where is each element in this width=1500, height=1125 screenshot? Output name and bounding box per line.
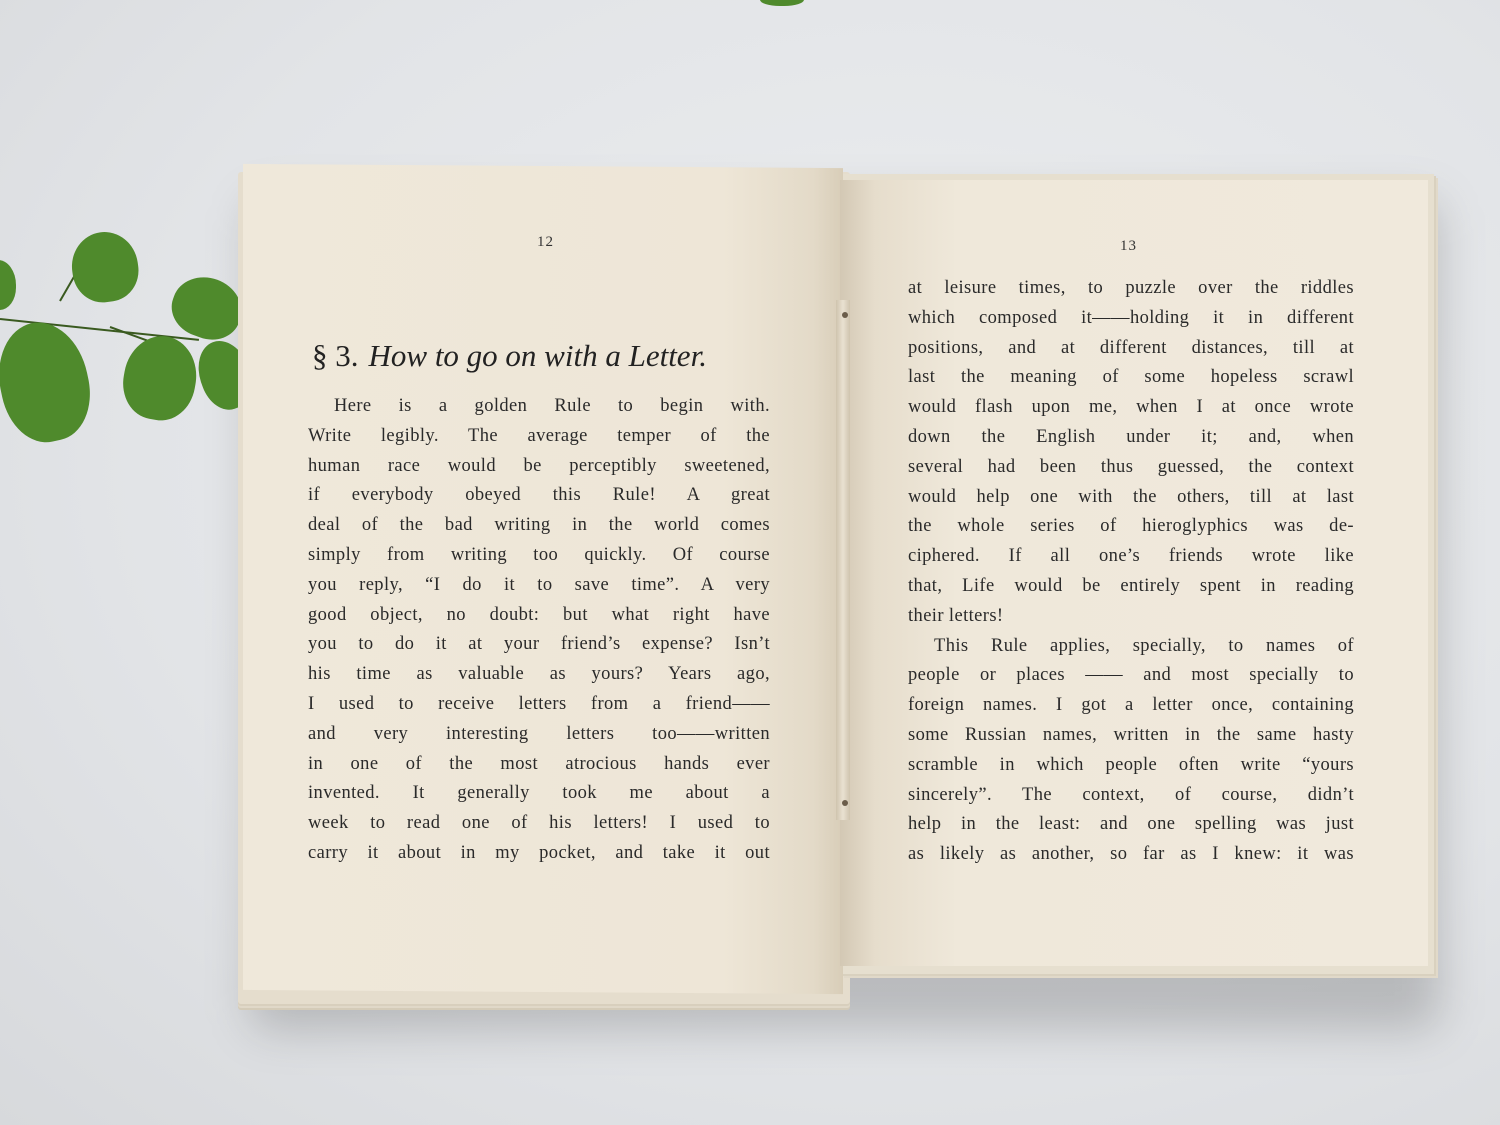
text-line: ciphered. If all one’s friends wrote like bbox=[908, 546, 1354, 567]
text-line: their letters! bbox=[908, 605, 1004, 626]
text-line: would help one with the others, till at last bbox=[908, 486, 1354, 507]
text-line: you reply, “I do it to save time”. A very bbox=[308, 574, 770, 595]
text-line: sincerely”. The context, of course, didn’t bbox=[908, 784, 1354, 805]
text-line: in one of the most atrocious hands ever bbox=[308, 753, 770, 774]
text-line: week to read one of his letters! I used to bbox=[308, 813, 770, 834]
left-page-body bbox=[308, 392, 770, 869]
text-line: I used to receive letters from a friend—— bbox=[308, 693, 770, 714]
text-line: foreign names. I got a letter once, containing bbox=[908, 695, 1354, 716]
section-heading bbox=[312, 338, 782, 374]
text-line: deal of the bad writing in the world comes bbox=[308, 515, 770, 536]
binding-stitch-top bbox=[842, 312, 848, 318]
binding-stitch-bottom bbox=[842, 800, 848, 806]
section-number: § 3. bbox=[312, 338, 359, 373]
text-line: as likely as another, so far as I knew: it was bbox=[908, 844, 1354, 865]
text-line: that, Life would be entirely spent in reading bbox=[908, 575, 1354, 596]
text-line: the whole series of hieroglyphics was de- bbox=[908, 516, 1354, 537]
text-line: human race would be perceptibly sweetened, bbox=[308, 455, 770, 476]
book-gutter bbox=[836, 300, 850, 820]
text-line: and very interesting letters too——written bbox=[308, 723, 770, 744]
text-line: good object, no doubt: but what right have bbox=[308, 604, 770, 625]
text-line: his time as valuable as yours? Years ago, bbox=[308, 664, 770, 685]
text-line: Here is a golden Rule to begin with. bbox=[334, 396, 770, 416]
text-line: several had been thus guessed, the context bbox=[908, 456, 1354, 477]
text-line: simply from writing too quickly. Of course bbox=[308, 544, 770, 565]
section-title: How to go on with a Letter. bbox=[368, 338, 707, 373]
text-line: people or places —— and most specially to bbox=[908, 665, 1354, 686]
text-line: some Russian names, written in the same hasty bbox=[908, 724, 1354, 745]
text-line: scramble in which people often write “yours bbox=[908, 754, 1354, 775]
text-line: Write legibly. The average temper of the bbox=[308, 425, 770, 446]
text-line: invented. It generally took me about a bbox=[308, 783, 770, 804]
text-line: you to do it at your friend’s expense? Isn’t bbox=[308, 634, 770, 655]
text-line: at leisure times, to puzzle over the riddles bbox=[908, 278, 1354, 298]
text-line: This Rule applies, specially, to names of bbox=[934, 635, 1354, 656]
text-line: would flash upon me, when I at once wrote bbox=[908, 397, 1354, 418]
right-page-body bbox=[908, 274, 1354, 870]
text-line: help in the least: and one spelling was just bbox=[908, 814, 1354, 835]
text-line: down the English under it; and, when bbox=[908, 426, 1354, 447]
text-line: which composed it——holding it in different bbox=[908, 307, 1354, 328]
right-page-number: 13 bbox=[1120, 238, 1137, 254]
text-line: positions, and at different distances, till at bbox=[908, 337, 1354, 358]
left-page-number: 12 bbox=[537, 234, 554, 250]
text-line: if everybody obeyed this Rule! A great bbox=[308, 485, 770, 506]
text-line: last the meaning of some hopeless scrawl bbox=[908, 367, 1354, 388]
text-line: carry it about in my pocket, and take it out bbox=[308, 842, 770, 863]
